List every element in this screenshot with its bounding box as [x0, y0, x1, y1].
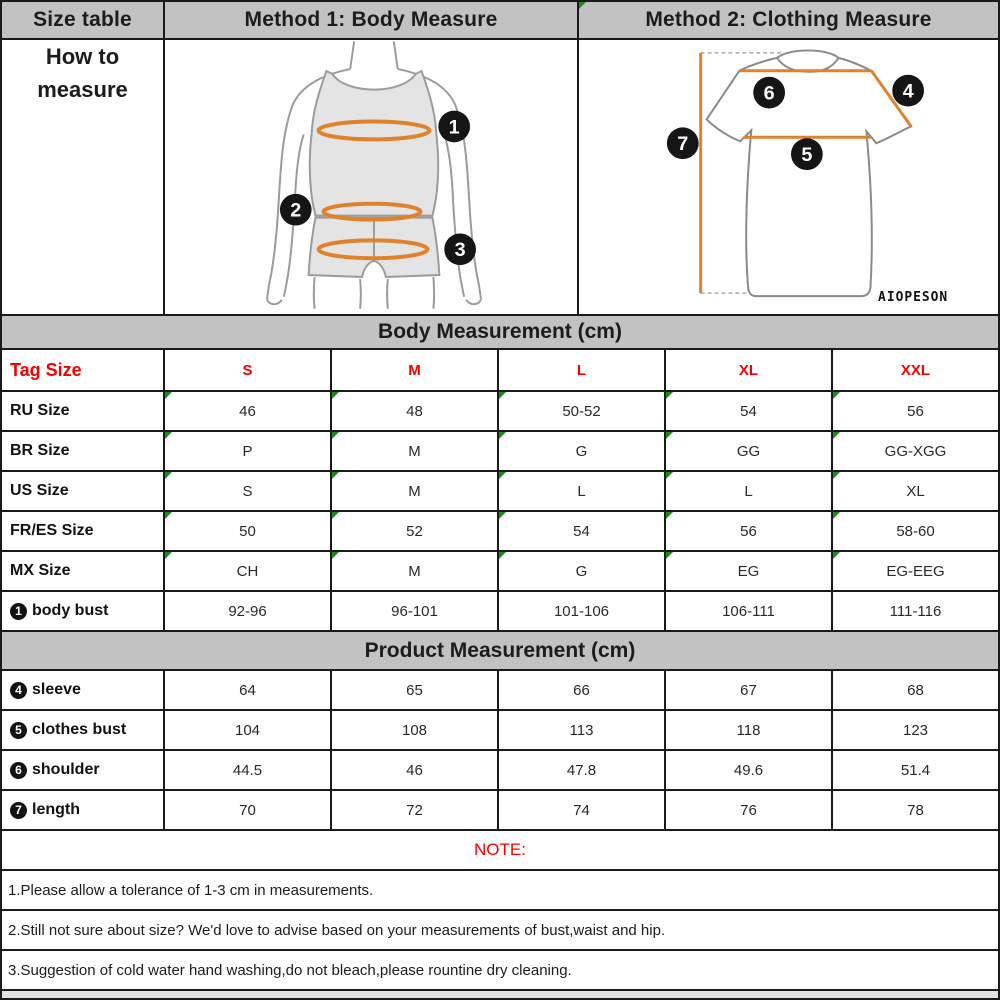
size-table-title: Size table	[2, 2, 163, 38]
note-item-1: 1.Please allow a tolerance of 1-3 cm in measurements.	[2, 871, 998, 911]
note-item-2: 2.Still not sure about size? We'd love to advise based on your measurements of bust,waist and hip.	[2, 911, 998, 951]
left-hand	[267, 299, 282, 304]
table-row-us-size	[2, 472, 998, 512]
table-cell: 72	[330, 791, 497, 829]
row-label-text: body bust	[32, 602, 109, 619]
table-cell: P	[163, 432, 330, 470]
table-cell: 92-96	[163, 592, 330, 630]
size-header-m: M	[330, 350, 497, 390]
title-row	[2, 2, 998, 40]
row-label: MX Size	[10, 562, 71, 579]
number-6-badge-icon: 6	[10, 762, 27, 779]
tag-size-label: Tag Size	[10, 359, 82, 380]
table-cell: GG-XGG	[831, 432, 998, 470]
table-row-clothes-bust	[2, 711, 998, 751]
table-cell: 44.5	[163, 751, 330, 789]
row-label	[2, 711, 163, 749]
table-cell: 58-60	[831, 512, 998, 550]
right-arm-inner	[444, 134, 464, 296]
table-cell: 46	[163, 392, 330, 430]
collar-outer-line	[777, 50, 839, 57]
number-1-badge-icon: 1	[10, 603, 27, 620]
row-label: US Size	[10, 482, 69, 499]
table-row-length	[2, 791, 998, 831]
marker-3-number: 3	[454, 239, 466, 262]
table-cell: 54	[497, 512, 664, 550]
table-cell: 65	[330, 671, 497, 709]
table-cell: 48	[330, 392, 497, 430]
table-cell: 68	[831, 671, 998, 709]
table-cell: 51.4	[831, 751, 998, 789]
table-cell: GG	[664, 432, 831, 470]
table-cell: 74	[497, 791, 664, 829]
how-to-line1: How to	[45, 44, 120, 69]
tank-top-shape	[310, 71, 438, 216]
table-cell: 76	[664, 791, 831, 829]
table-cell: L	[664, 472, 831, 510]
row-label: BR Size	[10, 442, 70, 459]
right-hand	[466, 299, 481, 304]
table-row-shoulder	[2, 751, 998, 791]
table-cell: 113	[497, 711, 664, 749]
table-cell: M	[330, 432, 497, 470]
row-label	[2, 751, 163, 789]
table-row-sleeve	[2, 671, 998, 711]
method2-title: Method 2: Clothing Measure	[577, 2, 998, 38]
row-label	[2, 671, 163, 709]
table-cell: 50	[163, 512, 330, 550]
tag-size-row	[2, 350, 998, 392]
body-measurement-title: Body Measurement (cm)	[2, 316, 998, 350]
method1-title: Method 1: Body Measure	[163, 2, 577, 38]
table-cell: 56	[831, 392, 998, 430]
table-cell: G	[497, 432, 664, 470]
marker-7-number: 7	[677, 133, 689, 156]
marker-5-number: 5	[801, 144, 813, 167]
table-cell: 106-111	[664, 592, 831, 630]
marker-1-number: 1	[448, 116, 460, 139]
table-row-mx-size	[2, 552, 998, 592]
body-measure-illustration	[163, 40, 577, 314]
table-cell: EG	[664, 552, 831, 590]
table-cell: M	[330, 472, 497, 510]
left-leg-inner	[360, 279, 361, 309]
bottom-edge-strip	[2, 991, 998, 999]
row-label-text: sleeve	[32, 681, 81, 698]
neck-right-line	[394, 41, 398, 69]
marker-4-number: 4	[902, 80, 914, 103]
table-cell: G	[497, 552, 664, 590]
size-header-xxl: XXL	[831, 350, 998, 390]
table-row-br-size	[2, 432, 998, 472]
row-label-text: shoulder	[32, 761, 100, 778]
table-cell: 96-101	[330, 592, 497, 630]
table-cell: 123	[831, 711, 998, 749]
brand-text: AIOPESON	[878, 290, 949, 306]
how-to-measure-row	[2, 40, 998, 316]
number-4-badge-icon: 4	[10, 682, 27, 699]
row-label	[2, 791, 163, 829]
table-cell: 50-52	[497, 392, 664, 430]
neck-left-line	[350, 41, 354, 69]
table-cell: 64	[163, 671, 330, 709]
left-leg-outer	[314, 277, 315, 309]
clothing-measure-illustration	[577, 40, 998, 314]
table-row-ru-size	[2, 392, 998, 432]
table-cell: M	[330, 552, 497, 590]
table-cell: 78	[831, 791, 998, 829]
marker-2-number: 2	[290, 199, 302, 222]
table-row-body-bust	[2, 592, 998, 632]
table-cell: EG-EEG	[831, 552, 998, 590]
table-cell: 118	[664, 711, 831, 749]
how-to-line2: measure	[37, 77, 128, 102]
number-7-badge-icon: 7	[10, 802, 27, 819]
row-label-text: length	[32, 801, 80, 818]
size-header-l: L	[497, 350, 664, 390]
table-cell: 49.6	[664, 751, 831, 789]
table-row-fres-size	[2, 512, 998, 552]
table-cell: S	[163, 472, 330, 510]
table-cell: 66	[497, 671, 664, 709]
table-cell: 70	[163, 791, 330, 829]
table-cell: CH	[163, 552, 330, 590]
table-cell: 101-106	[497, 592, 664, 630]
row-label	[2, 592, 163, 630]
table-cell: 46	[330, 751, 497, 789]
note-title: NOTE:	[2, 831, 998, 871]
table-cell: 108	[330, 711, 497, 749]
table-cell: 104	[163, 711, 330, 749]
note-item-3: 3.Suggestion of cold water hand washing,do not bleach,please rountine dry cleaning.	[2, 951, 998, 991]
size-header-xl: XL	[664, 350, 831, 390]
tshirt-shape	[707, 58, 911, 296]
number-5-badge-icon: 5	[10, 722, 27, 739]
size-header-s: S	[163, 350, 330, 390]
table-cell: L	[497, 472, 664, 510]
marker-6-number: 6	[763, 82, 775, 105]
table-cell: 47.8	[497, 751, 664, 789]
right-leg-outer	[433, 277, 434, 309]
body-figure-drawing	[166, 41, 576, 313]
table-cell: XL	[831, 472, 998, 510]
row-label: FR/ES Size	[10, 522, 94, 539]
row-label-text: clothes bust	[32, 721, 127, 738]
table-cell: 56	[664, 512, 831, 550]
product-measurement-title: Product Measurement (cm)	[2, 632, 998, 671]
table-cell: 67	[664, 671, 831, 709]
row-label: RU Size	[10, 402, 70, 419]
table-cell: 111-116	[831, 592, 998, 630]
table-cell: 54	[664, 392, 831, 430]
table-cell: 52	[330, 512, 497, 550]
how-to-measure-label	[2, 40, 163, 314]
right-leg-inner	[387, 279, 388, 309]
tshirt-drawing	[582, 41, 995, 313]
